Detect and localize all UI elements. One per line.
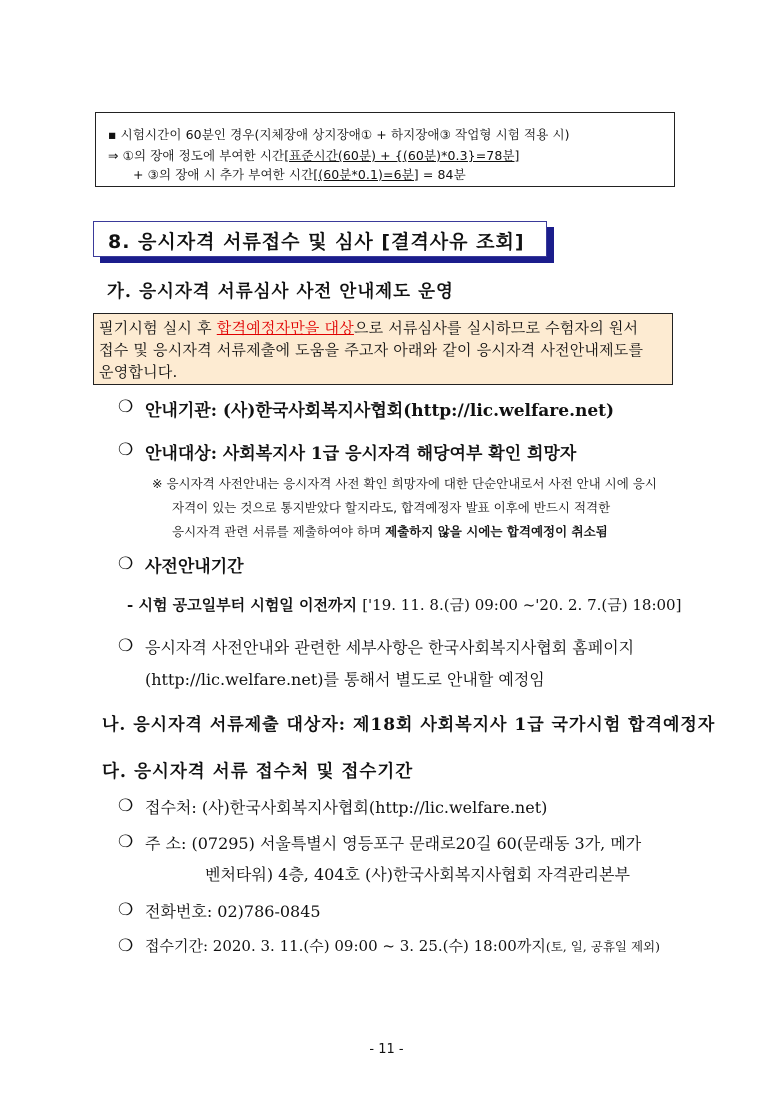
disability-time-example-box [95, 112, 675, 187]
bullet-icon: ❍ [118, 796, 134, 816]
target-item: 안내대상: 사회복지사 1급 응시자격 해당여부 확인 희망자 [145, 444, 577, 464]
section-heading-text: 8. 응시자격 서류접수 및 심사 [결격사유 조회] [108, 231, 525, 253]
example-line-1: ▪ 시험시간이 60분인 경우(지체장애 상지장애① + 하지장애③ 작업형 시험 적용 시) [108, 127, 570, 142]
remark-line-3 [172, 522, 608, 540]
period-detail [127, 594, 681, 615]
example-line-3 [133, 165, 466, 183]
subsection-ga-title: 가. 응시자격 서류심사 사전 안내제도 운영 [107, 282, 454, 302]
page-number: - 11 - [369, 1042, 404, 1057]
period-item [145, 935, 660, 956]
bullet-icon: ❍ [118, 397, 134, 417]
notice-line-2: 접수 및 응시자격 서류제출에 도움을 주고자 아래와 같이 응시자격 사전안내제도를 [99, 341, 644, 359]
remark-line-1: ※ 응시자격 사전안내는 응시자격 사전 확인 희망자에 대한 단순안내로서 사전 안내 시에 응시 [152, 476, 657, 491]
period-item-exclusion: (토, 일, 공휴일 제외) [545, 939, 660, 954]
phone-item: 전화번호: 02)786-0845 [145, 902, 321, 921]
remark-line-2: 자격이 있는 것으로 통지받았다 할지라도, 합격예정자 발표 이후에 반드시 적격한 [172, 500, 611, 515]
bullet-icon: ❍ [118, 832, 134, 852]
notice-box [93, 313, 673, 385]
notice-line-1-a: 필기시험 실시 후 [99, 319, 217, 337]
bullet-icon: ❍ [118, 554, 134, 574]
example-line-2-formula: [표준시간(60분) + {(60분)*0.3}=78분] [284, 148, 520, 163]
details-line-1: 응시자격 사전안내와 관련한 세부사항은 한국사회복지사협회 홈페이지 [145, 638, 635, 657]
bullet-icon: ❍ [118, 936, 134, 956]
subsection-da-title: 다. 응시자격 서류 접수처 및 접수기간 [102, 762, 414, 782]
details-line-2: (http://lic.welfare.net)를 통해서 별도로 안내할 예정임 [145, 670, 545, 689]
section-heading-8 [93, 221, 547, 257]
example-line-3-prefix: + ③의 장애 시 추가 부여한 시간 [133, 167, 314, 182]
notice-line-1-b: 으로 서류심사를 실시하므로 수험자의 원서 [353, 319, 639, 337]
office-item: 접수처: (사)한국사회복지사협회(http://lic.welfare.net) [145, 798, 548, 817]
bullet-icon: ❍ [118, 900, 134, 920]
subsection-na-label: 나. 응시자격 서류제출 대상자: [102, 715, 353, 735]
example-line-2 [108, 146, 520, 164]
subsection-na-title [102, 710, 715, 735]
remark-line-3-a: 응시자격 관련 서류를 제출하여야 하며 [172, 524, 386, 539]
subsection-na-target: 제18회 사회복지사 1급 국가시험 합격예정자 [352, 715, 716, 735]
period-detail-label: - 시험 공고일부터 시험일 이전까지 [127, 596, 363, 614]
period-title: 사전안내기간 [145, 557, 244, 577]
address-line-2: 벤처타워) 4층, 404호 (사)한국사회복지사협회 자격관리본부 [205, 865, 630, 884]
remark-cancel-warning: 제출하지 않을 시에는 합격예정이 취소됨 [385, 524, 608, 539]
example-line-2-prefix: ⇒ ①의 장애 정도에 부여한 시간 [108, 148, 285, 163]
example-line-3-formula: [(60분*0.1)=6분] [313, 167, 419, 182]
bullet-icon: ❍ [118, 440, 134, 460]
bullet-icon: ❍ [118, 636, 134, 656]
notice-line-3: 운영합니다. [99, 363, 178, 381]
agency-item: 안내기관: (사)한국사회복지사협회(http://lic.welfare.net) [145, 401, 615, 421]
notice-line-1 [99, 317, 638, 338]
period-detail-dates: ['19. 11. 8.(금) 09:00 ~'20. 2. 7.(금) 18:00] [362, 596, 682, 614]
address-line-1: 주 소: (07295) 서울특별시 영등포구 문래로20길 60(문래동 3가, 메가 [145, 834, 642, 853]
example-line-3-result: = 84분 [418, 167, 466, 182]
notice-highlight: 합격예정자만을 대상 [216, 319, 354, 337]
period-item-dates: 접수기간: 2020. 3. 11.(수) 09:00 ~ 3. 25.(수) 18:00까지 [145, 937, 546, 955]
